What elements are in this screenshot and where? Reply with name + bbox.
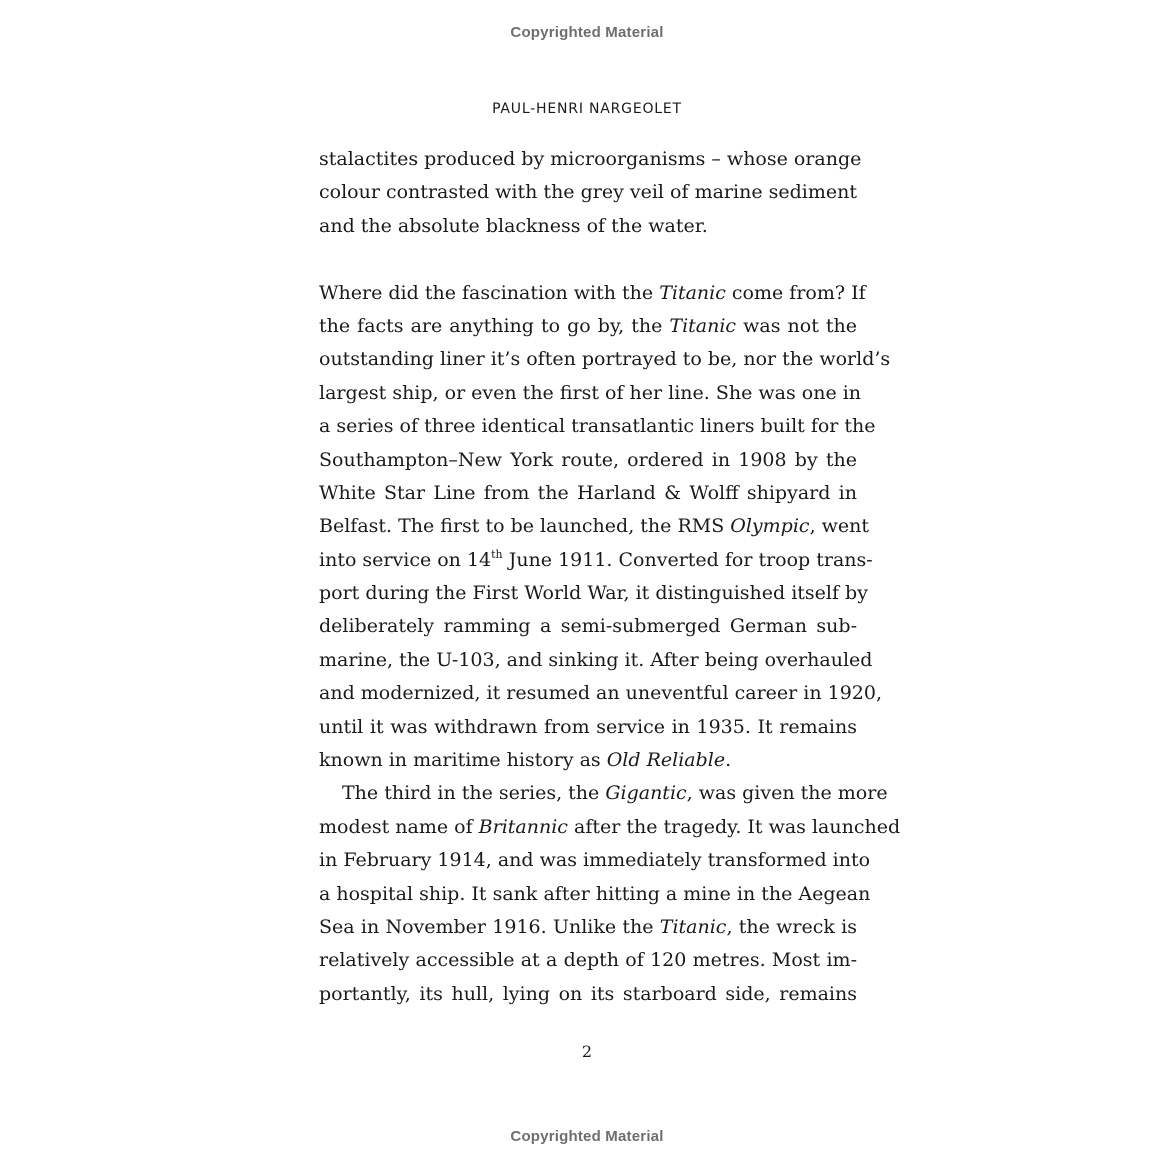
text-line: outstanding liner it’s often portrayed to be, nor the world’s [319,348,891,371]
copyright-watermark-top: Copyrighted Material [510,24,664,41]
body-text [319,143,901,1011]
text-line: deliberately ramming a semi-submerged German sub- [319,615,857,638]
ordinal-superscript: th [491,547,503,561]
ship-name-italic: Olympic [730,515,810,538]
ship-name-italic: Britannic [478,815,568,838]
text-line: Sea in November 1916. Unlike the Titanic, the wreck is [319,915,857,938]
text-line: and modernized, it resumed an uneventful career in 1920, [319,682,883,705]
nickname-italic: Old Reliable [606,749,726,772]
page-number: 2 [581,1042,593,1061]
text-line: Southampton–New York route, ordered in 1908 by the [319,448,857,471]
text-line: modest name of Britannic after the tragedy. It was launched [319,815,901,838]
text-line: the facts are anything to go by, the Titanic was not the [319,314,857,337]
ship-name-italic: Titanic [659,281,726,304]
running-head-author: PAUL-HENRI NARGEOLET [492,101,682,117]
text-line: The third in the series, the Gigantic, was given the more [342,782,888,805]
text-line: Belfast. The first to be launched, the RMS Olympic, went [319,515,870,538]
text-line: in February 1914, and was immediately transformed into [319,849,871,872]
text-line: known in maritime history as Old Reliable. [319,749,732,772]
text-line: relatively accessible at a depth of 120 metres. Most im- [319,949,857,972]
paragraph-2 [319,277,891,778]
text-line: portantly, its hull, lying on its starboard side, remains [319,982,857,1005]
paragraph-3 [319,777,901,1011]
ship-name-italic: Titanic [659,915,727,938]
section-break [319,243,857,276]
text-line: port during the First World War, it distinguished itself by [319,582,868,605]
ship-name-italic: Gigantic [605,782,687,805]
text-line: and the absolute blackness of the water. [319,214,708,237]
copyright-watermark-bottom: Copyrighted Material [510,1128,664,1145]
text-line: largest ship, or even the first of her line. She was one in [319,381,862,404]
text-line: stalactites produced by microorganisms – whose orange [319,148,862,170]
text-line: Where did the fascination with the Titanic come from? If [319,281,866,304]
text-line: White Star Line from the Harland & Wolff shipyard in [319,481,857,504]
text-line: marine, the U-103, and sinking it. After being overhauled [319,648,873,671]
text-line: a hospital ship. It sank after hitting a mine in the Aegean [319,882,871,905]
text-line: a series of three identical transatlantic liners built for the [319,415,876,438]
text-line: colour contrasted with the grey veil of marine sediment [319,181,857,204]
text-line: into service on 14th June 1911. Converted for troop trans- [319,547,873,571]
text-line: until it was withdrawn from service in 1935. It remains [319,715,857,738]
ship-name-italic: Titanic [669,314,737,337]
paragraph-1 [319,143,862,243]
